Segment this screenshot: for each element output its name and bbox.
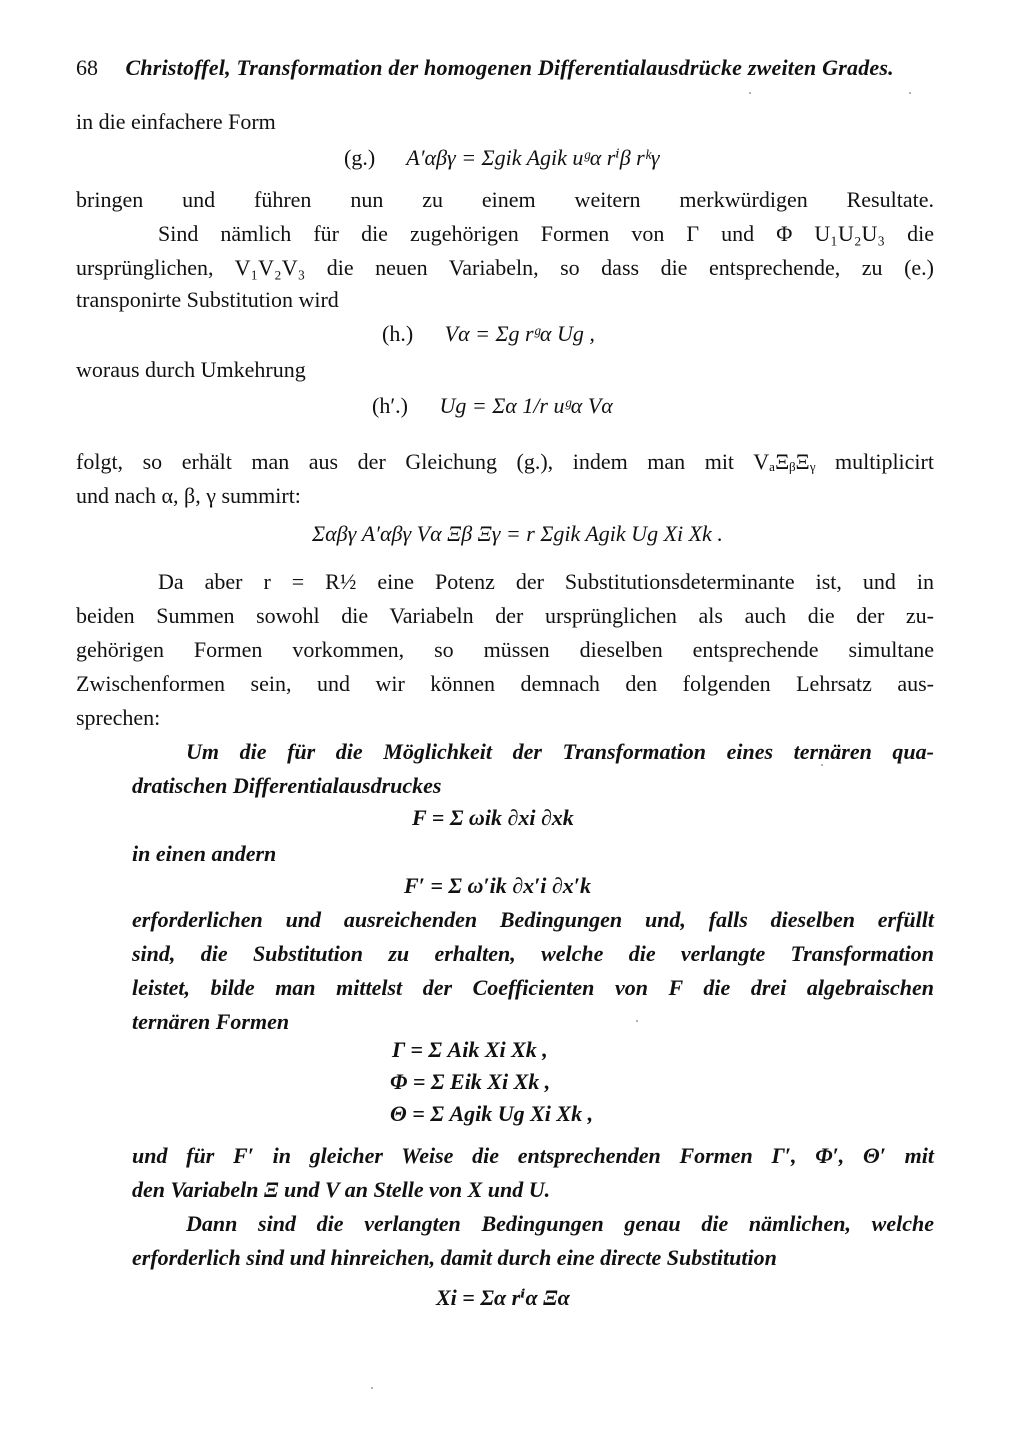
equation-label: (g.) [344,145,376,170]
equation-F: F = Σ ωik ∂xi ∂xk [412,805,574,830]
equation-theta: Θ = Σ Agik Ug Xi Xk , [390,1101,594,1126]
text-line: beiden Summen sowohl die Variabeln der ursprünglichen als auch die der zu- [76,603,934,628]
theorem-line: erforderlich sind und hinreichen, damit durch eine directe Substitution [132,1245,777,1270]
text-line: ursprünglichen, V₁V₂V₃ die neuen Variabeln, so dass die entsprechende, zu (e.) [76,255,934,280]
equation-h [382,320,595,348]
theorem-line: Um die für die Möglichkeit der Transformation eines ternären qua- [186,739,934,764]
text-line: und nach α, β, γ summirt: [76,483,301,508]
equation-h-prime [372,392,613,420]
equation-g [344,144,660,172]
theorem-line: Dann sind die verlangten Bedingungen genau die nämlichen, welche [186,1211,934,1236]
theorem-line: und für F′ in gleicher Weise die entsprechenden Formen Γ′, Φ′, Θ′ mit [132,1143,934,1168]
theorem-line: ternären Formen [132,1009,290,1034]
equation-X: Xi = Σα rⁱα Ξα [436,1285,570,1310]
equation-body: A′αβγ = Σgik Agik uᵍα rⁱβ rᵏγ [406,145,660,170]
equation-F-prime: F′ = Σ ω′ik ∂x′i ∂x′k [404,873,591,898]
theorem-line: sind, die Substitution zu erhalten, welche die verlangte Transformation [132,941,934,966]
text-line: in die einfachere Form [76,109,276,134]
theorem-line: leistet, bilde man mittelst der Coefficienten von F die drei algebraischen [132,975,934,1000]
page-number: 68 [76,55,98,80]
text-line: sprechen: [76,705,161,730]
text-line: folgt, so erhält man aus der Gleichung (g.), indem man mit VₐΞᵦΞᵧ multiplicirt [76,449,934,474]
theorem-line: erforderlichen und ausreichenden Bedingungen und, falls dieselben erfüllt [132,907,934,932]
text-line: woraus durch Umkehrung [76,357,306,382]
equation-label: (h′.) [372,393,408,418]
equation-body: Ug = Σα 1/r uᵍα Vα [439,393,613,418]
theorem-line: dratischen Differentialausdruckes [132,773,442,798]
equation-phi: Φ = Σ Eik Xi Xk , [390,1069,551,1094]
running-header [76,54,946,82]
equation-sum: Σαβγ A′αβγ Vα Ξβ Ξγ = r Σgik Agik Ug Xi Xk . [312,521,723,546]
text-line: gehörigen Formen vorkommen, so müssen dieselben entsprechende simultane [76,637,934,662]
theorem-line: in einen andern [132,841,277,866]
equation-body: Vα = Σg rᵍα Ug , [444,321,595,346]
text-line: Da aber r = R½ eine Potenz der Substitutionsdeterminante ist, und in [158,569,934,594]
speck [371,1387,373,1389]
text-line: bringen und führen nun zu einem weitern merkwürdigen Resultate. [76,187,934,212]
text-line: Zwischenformen sein, und wir können demnach den folgenden Lehrsatz aus- [76,671,934,696]
speck [821,764,823,766]
running-title: Christoffel, Transformation der homogenen Differentialausdrücke zweiten Grades. [125,55,894,80]
text-line: transponirte Substitution wird [76,287,339,312]
speck [909,92,911,94]
theorem-line: den Variabeln Ξ und V an Stelle von X und U. [132,1177,551,1202]
text-line: Sind nämlich für die zugehörigen Formen von Γ und Φ U₁U₂U₃ die [158,221,934,246]
equation-gamma: Γ = Σ Aik Xi Xk , [392,1037,548,1062]
speck [636,1020,638,1022]
equation-label: (h.) [382,321,414,346]
speck [749,92,751,94]
